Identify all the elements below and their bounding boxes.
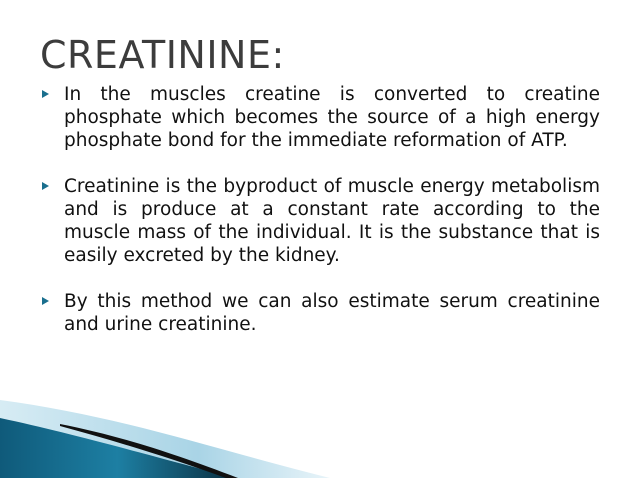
slide-title: CREATININE:	[40, 33, 285, 77]
corner-swoosh-decoration	[0, 378, 638, 478]
triangle-bullet-icon	[42, 90, 49, 98]
bullet-item	[42, 83, 600, 152]
triangle-bullet-icon	[42, 182, 49, 190]
triangle-bullet-icon	[42, 297, 49, 305]
bullet-item	[42, 175, 600, 267]
bullet-text: In the muscles creatine is converted to creatine phosphate which becomes the source of a high energy phosphate bond for the immediate reformation of ATP.	[64, 84, 600, 151]
bullet-text: Creatinine is the byproduct of muscle energy metabolism and is produce at a constant rate according to the muscle mass of the individual. It is the substance that is easily excreted by the kidney.	[64, 176, 600, 266]
bullet-text: By this method we can also estimate serum creatinine and urine creatinine.	[64, 291, 600, 335]
bullet-item	[42, 290, 600, 336]
bullet-list	[42, 83, 600, 336]
